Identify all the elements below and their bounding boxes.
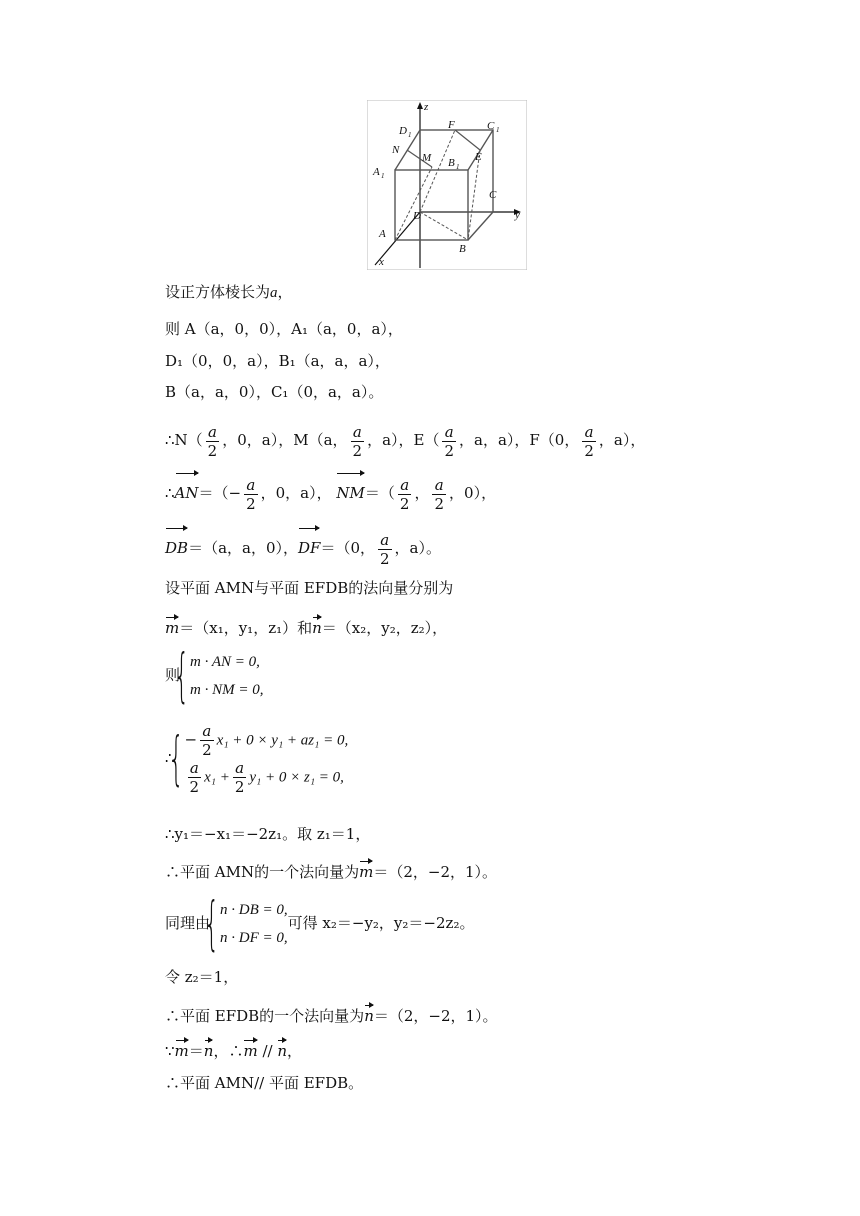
svg-text:1: 1	[496, 126, 500, 134]
text-line-15: 令 z₂＝1，	[165, 968, 239, 986]
text-line-10: 则 { m · AN = 0, m · NM = 0,	[165, 648, 263, 704]
text-line-17: ∵m＝n，∴m // n，	[165, 1037, 302, 1062]
text-line-2: 则 A（a，0，0），A₁（a，0，a），	[165, 320, 403, 338]
svg-text:1: 1	[381, 172, 385, 180]
text-line-5: ∴N（ $\frac{a}{2}$ ，0，a），M（a， $\frac{a}{2}$ ，a），E（ $\frac{a}{2}$ ，a，a），F（0， $\frac{a}{2}$ ，a），	[165, 422, 646, 460]
svg-text:D: D	[413, 210, 421, 222]
svg-text:E: E	[475, 151, 482, 163]
text-line-13: ∴平面 AMN的一个法向量为m＝（2，−2，1）。	[165, 858, 497, 883]
svg-text:A: A	[373, 166, 380, 178]
text-line-3: D₁（0，0，a），B₁（a，a，a），	[165, 352, 390, 370]
svg-text:C: C	[487, 120, 495, 132]
text-line-12: ∴y₁＝−x₁＝−2z₁。取 z₁＝1，	[165, 825, 371, 843]
text-line-4: B（a，a，0），C₁（0，a，a）。	[165, 383, 384, 401]
svg-text:y: y	[515, 209, 520, 221]
text-line-9: m＝（x₁，y₁，z₁）和n＝（x₂，y₂，z₂），	[165, 614, 447, 639]
svg-text:B: B	[448, 157, 455, 169]
svg-text:B: B	[459, 243, 466, 255]
svg-text:M: M	[422, 152, 432, 164]
text-line-16: ∴平面 EFDB的一个法向量为n＝（2，−2，1）。	[165, 1002, 498, 1027]
svg-text:A: A	[379, 228, 386, 240]
text-line-1: 设正方体棱长为a，	[165, 283, 293, 301]
svg-text:1: 1	[456, 163, 460, 171]
svg-text:N: N	[392, 144, 400, 156]
svg-text:C: C	[489, 189, 497, 201]
text-line-7: DB＝（a，a，0），DF＝（0， $\frac{a}{2}$ ，a）。	[165, 525, 441, 568]
svg-text:D: D	[399, 125, 407, 137]
cube-figure	[367, 100, 527, 270]
equation-system-2: { − $\frac{a}{2}$ x₁ + 0 × y₁ + az₁ = 0, $\frac{a}{2}$ x₁ + $\frac{a}{2}$ y₁ + 0 × z₁ = 0,	[175, 722, 349, 796]
equation-system-3: { n · DB = 0, n · DF = 0,	[210, 896, 288, 952]
text-line-18: ∴平面 AMN// 平面 EFDB。	[165, 1074, 364, 1092]
svg-text:F: F	[448, 119, 455, 131]
svg-text:x: x	[379, 256, 384, 268]
text-line-6: ∴AN＝（− $\frac{a}{2}$ ，0，a）， NM＝（ $\frac{a}{2}$ ， $\frac{a}{2}$ ，0），	[165, 470, 496, 513]
equation-system-1: { m · AN = 0, m · NM = 0,	[180, 648, 263, 704]
svg-text:z: z	[424, 101, 429, 113]
svg-text:1: 1	[408, 131, 412, 139]
text-line-11: ∴ { − $\frac{a}{2}$ x₁ + 0 × y₁ + az₁ = 0, $\frac{a}{2}$ x₁ + $\frac{a}{2}$ y₁ + 0 × z₁ = 0,	[165, 722, 348, 796]
text-line-8: 设平面 AMN与平面 EFDB的法向量分别为	[165, 579, 454, 597]
text-line-14: 同理由 { n · DB = 0, n · DF = 0, 可得 x₂＝−y₂，y₂＝−2z₂。	[165, 896, 474, 952]
